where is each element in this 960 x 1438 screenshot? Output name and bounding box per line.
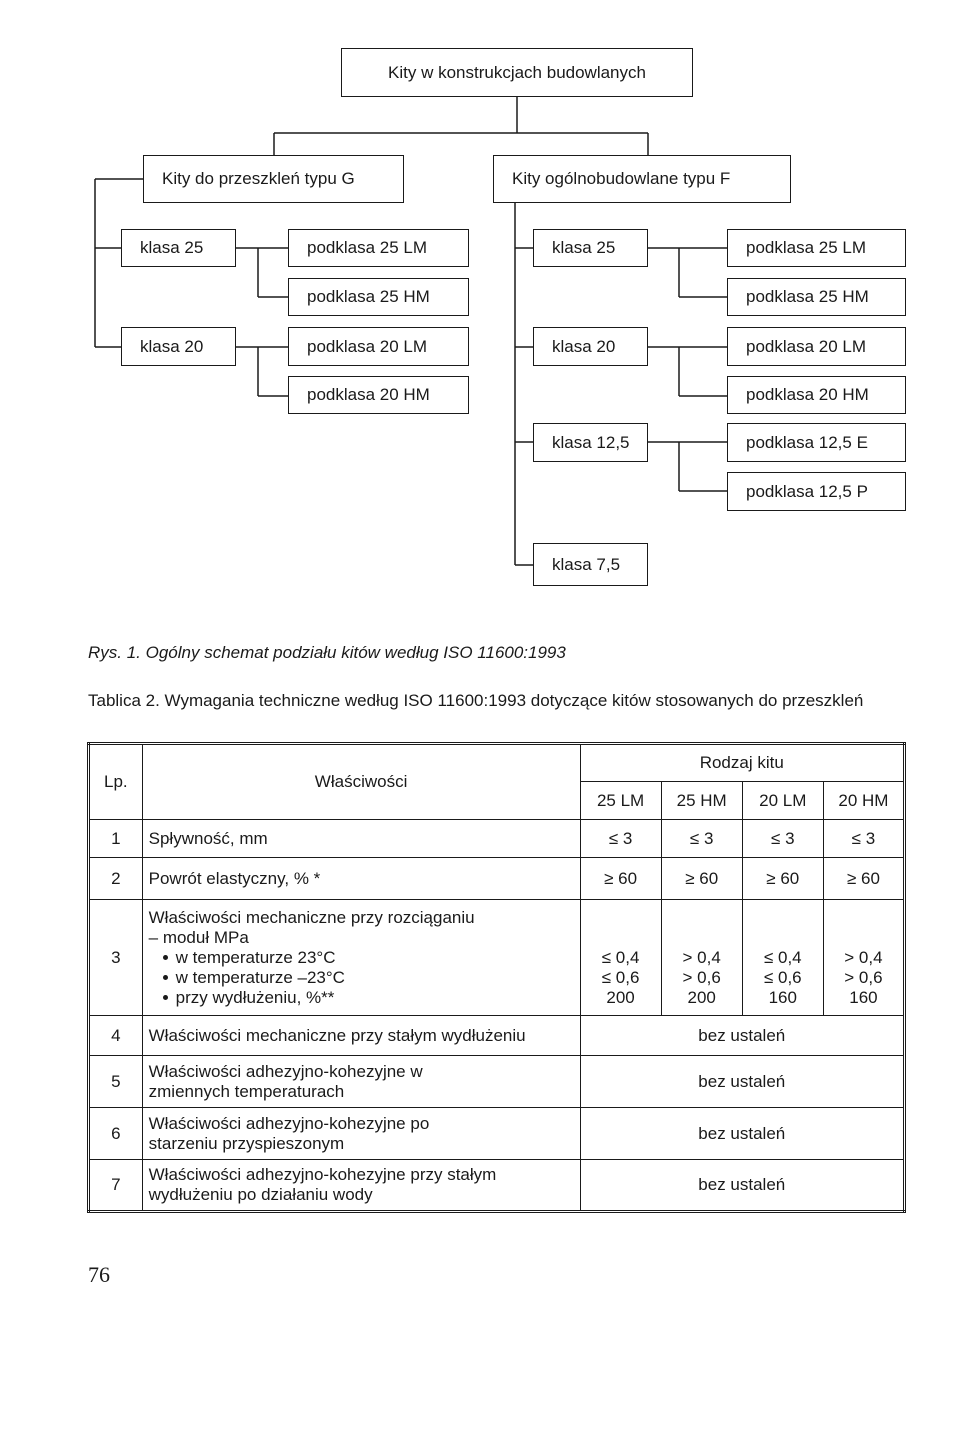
diagram-root-box: Kity w konstrukcjach budowlanych xyxy=(341,48,693,97)
header-property: Właściwości xyxy=(142,744,580,820)
g-podklasa-25-hm: podklasa 25 HM xyxy=(288,278,469,316)
row-property: Właściwości adhezyjno-kohezyjne po starzeniu przyspieszonym xyxy=(142,1108,580,1160)
value-line: > 0,4 xyxy=(682,947,721,967)
bullet-icon xyxy=(163,955,168,960)
row-value: ≤ 3 xyxy=(661,820,742,858)
g-klasa-25: klasa 25 xyxy=(121,229,236,267)
row-value-stack xyxy=(580,900,661,1016)
table-row xyxy=(89,1160,905,1212)
row-value: ≥ 60 xyxy=(661,858,742,900)
header-col: 25 HM xyxy=(661,782,742,820)
row-value-stack xyxy=(823,900,904,1016)
table-row xyxy=(89,820,905,858)
value-line: ≤ 0,6 xyxy=(763,967,802,987)
f-podklasa-25-hm: podklasa 25 HM xyxy=(727,278,906,316)
header-col: 25 LM xyxy=(580,782,661,820)
requirements-table xyxy=(87,742,906,1213)
table-row xyxy=(89,858,905,900)
f-podklasa-12-5-e: podklasa 12,5 E xyxy=(727,423,906,462)
row-value: ≥ 60 xyxy=(580,858,661,900)
table-row xyxy=(89,1016,905,1056)
f-podklasa-25-lm: podklasa 25 LM xyxy=(727,229,906,267)
bullet-text: w temperaturze 23°C xyxy=(175,947,336,967)
row-property: Właściwości adhezyjno-kohezyjne w zmiennych temperaturach xyxy=(142,1056,580,1108)
row-num: 7 xyxy=(89,1160,143,1212)
f-podklasa-20-lm: podklasa 20 LM xyxy=(727,327,906,366)
figure-caption: Rys. 1. Ogólny schemat podziału kitów według ISO 11600:1993 xyxy=(88,643,566,662)
value-line: ≤ 0,4 xyxy=(601,947,640,967)
group-g-box: Kity do przeszkleń typu G xyxy=(143,155,404,203)
row-property: Właściwości mechaniczne przy stałym wydłużeniu xyxy=(142,1016,580,1056)
f-klasa-25: klasa 25 xyxy=(533,229,648,267)
row-property: Powrót elastyczny, % * xyxy=(142,858,580,900)
value-line: > 0,4 xyxy=(844,947,883,967)
header-col: 20 LM xyxy=(742,782,823,820)
value-line: > 0,6 xyxy=(682,967,721,987)
row-num: 5 xyxy=(89,1056,143,1108)
row-property: Spływność, mm xyxy=(142,820,580,858)
property-line: – moduł MPa xyxy=(148,927,249,947)
header-group: Rodzaj kitu xyxy=(580,744,904,782)
property-line: Właściwości mechaniczne przy rozciąganiu xyxy=(148,907,475,927)
f-klasa-20: klasa 20 xyxy=(533,327,648,366)
row-num: 6 xyxy=(89,1108,143,1160)
row-merged-value: bez ustaleń xyxy=(580,1016,904,1056)
row-value: ≥ 60 xyxy=(823,858,904,900)
bullet-icon xyxy=(163,995,168,1000)
value-line: ≤ 0,6 xyxy=(601,967,640,987)
value-line: 200 xyxy=(606,987,635,1007)
table-row xyxy=(89,900,905,1016)
row-value: ≤ 3 xyxy=(742,820,823,858)
group-f-box: Kity ogólnobudowlane typu F xyxy=(493,155,791,203)
header-col: 20 HM xyxy=(823,782,904,820)
value-line: > 0,6 xyxy=(844,967,883,987)
row-merged-value: bez ustaleń xyxy=(580,1056,904,1108)
bullet-icon xyxy=(163,975,168,980)
g-klasa-20: klasa 20 xyxy=(121,327,236,366)
g-podklasa-25-lm: podklasa 25 LM xyxy=(288,229,469,267)
bullet-text: przy wydłużeniu, %** xyxy=(175,987,335,1007)
g-podklasa-20-lm: podklasa 20 LM xyxy=(288,327,469,366)
bullet-item xyxy=(149,948,574,968)
row-num: 3 xyxy=(89,900,143,1016)
row-value-stack xyxy=(661,900,742,1016)
bullet-text: w temperaturze –23°C xyxy=(175,967,345,987)
value-line: ≤ 0,4 xyxy=(763,947,802,967)
row-value: ≤ 3 xyxy=(823,820,904,858)
row-property: Właściwości adhezyjno-kohezyjne przy stałym wydłużeniu po działaniu wody xyxy=(142,1160,580,1212)
row-num: 4 xyxy=(89,1016,143,1056)
row-merged-value: bez ustaleń xyxy=(580,1108,904,1160)
row-num: 2 xyxy=(89,858,143,900)
f-podklasa-20-hm: podklasa 20 HM xyxy=(727,376,906,414)
table-header-row xyxy=(89,744,905,782)
g-podklasa-20-hm: podklasa 20 HM xyxy=(288,376,469,414)
value-line: 160 xyxy=(849,987,878,1007)
row-merged-value: bez ustaleń xyxy=(580,1160,904,1212)
header-lp: Lp. xyxy=(89,744,143,820)
value-line: 200 xyxy=(687,987,716,1007)
table-row xyxy=(89,1056,905,1108)
f-podklasa-12-5-p: podklasa 12,5 P xyxy=(727,472,906,511)
table-row xyxy=(89,1108,905,1160)
row-num: 1 xyxy=(89,820,143,858)
row-property-mechanical xyxy=(142,900,580,1016)
bullet-item xyxy=(149,968,574,988)
value-line: 160 xyxy=(768,987,797,1007)
f-klasa-12-5: klasa 12,5 xyxy=(533,423,648,462)
row-value-stack xyxy=(742,900,823,1016)
f-klasa-7-5: klasa 7,5 xyxy=(533,543,648,586)
page-number: 76 xyxy=(88,1262,110,1287)
bullet-item xyxy=(149,988,574,1008)
row-value: ≤ 3 xyxy=(580,820,661,858)
table-title: Tablica 2. Wymagania techniczne według ISO 11600:1993 dotyczące kitów stosowanych do przeszkleń xyxy=(88,691,864,710)
row-value: ≥ 60 xyxy=(742,858,823,900)
